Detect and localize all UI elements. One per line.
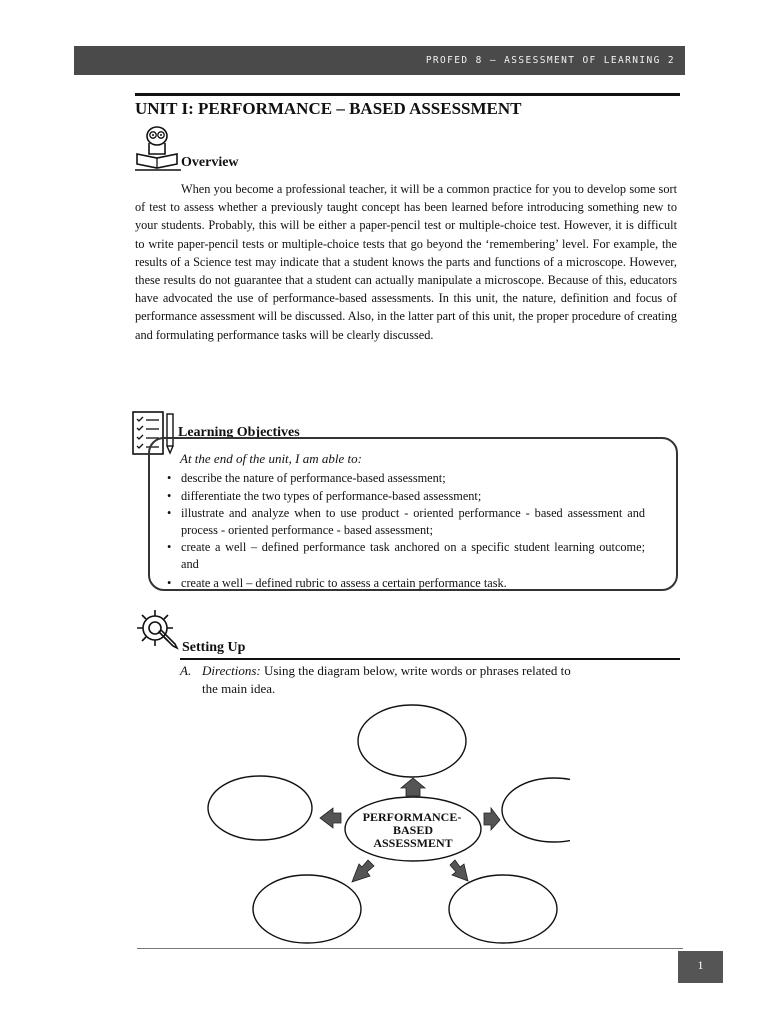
arrow-down-right [450,860,468,881]
directions-line2: the main idea. [202,681,276,696]
list-item: • describe the nature of performance-based assessment; [167,470,645,487]
mind-map-diagram [200,700,570,945]
overview-heading: Overview [181,155,239,170]
page-header-bar [74,46,685,75]
setting-up-heading: Setting Up [182,640,246,655]
list-item: • create a well – defined rubric to assess a certain performance task. [167,575,645,592]
center-label-line2: BASED [392,823,434,837]
objectives-intro: At the end of the unit, I am able to: [180,451,362,466]
answer-oval-left [208,776,312,840]
course-title: PROFED 8 – ASSESSMENT OF LEARNING 2 [425,55,675,66]
center-label-line1: PERFORMANCE- [362,810,462,824]
footer-rule [137,948,683,949]
directions-label: Directions: [202,663,261,678]
overview-text: When you become a professional teacher, it will be a common practice for you to develop some sort of test to assess whether a previously taught concept has been learned before introducing something new to your students. Probably, this will be either a paper-pencil test or multiple-choice test. However, it is difficult to write paper-pencil tests or multiple-choice tests that go beyond the ‘remembering’ level. For example, the results of a Science test may indicate that a student knows the parts and functions of a microscope. However, these results do not guarantee that a student can actually manipulate a microscope. Because of this, educators have advocated the use of performance-based assessments. In this unit, the nature, definition and focus of performance assessment will be discussed. Also, in the latter part of this unit, the proper procedure of creating and formulating performance tasks will be clearly discussed. [135,182,677,342]
directions-text: Using the diagram below, write words or phrases related to [260,663,571,678]
objectives-heading: Learning Objectives [178,425,300,440]
objectives-list [167,470,645,593]
unit-title: UNIT I: PERFORMANCE – BASED ASSESSMENT [135,99,522,118]
page-number: 1 [678,951,723,983]
arrow-right [484,808,500,830]
setting-up-rule [180,658,680,660]
title-rule [135,93,680,96]
list-item: • create a well – defined performance task anchored on a specific student learning outcome; and [167,539,645,572]
answer-oval-bottom-left [253,875,361,943]
gear-pencil-icon [133,604,181,652]
list-item: • differentiate the two types of performance-based assessment; [167,488,645,505]
answer-oval-right [502,778,570,842]
arrow-up [401,778,425,796]
directions [180,662,670,698]
center-label-line3: ASSESSMENT [373,836,453,850]
arrow-down-left [352,860,374,882]
list-item: • illustrate and analyze when to use product - oriented performance - based assessment and process - oriented performance - based assessment; [167,505,645,538]
owl-book-icon [135,124,181,172]
directions-letter: A. [180,663,192,678]
answer-oval-bottom-right [449,875,557,943]
arrow-left [320,808,341,828]
answer-oval-top [358,705,466,777]
overview-paragraph [135,180,677,344]
